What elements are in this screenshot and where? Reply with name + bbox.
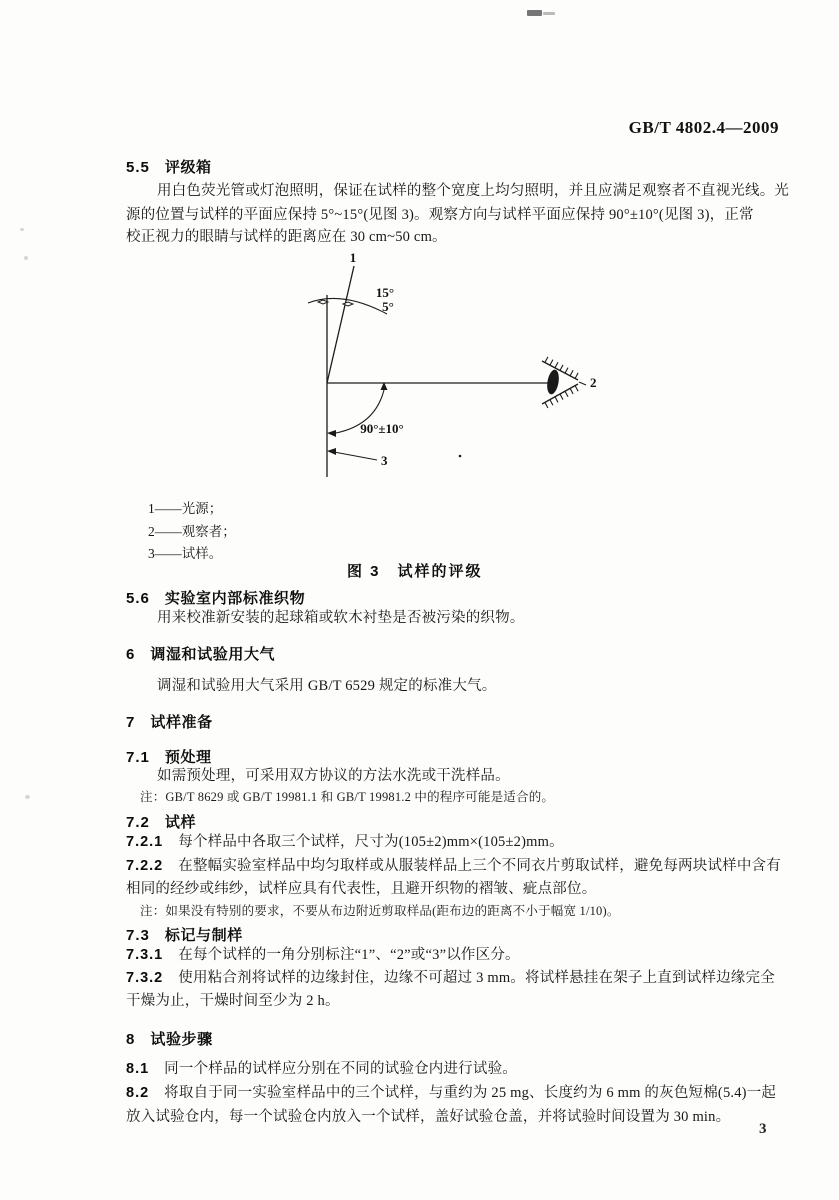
para-5-5-line-3: 校正视力的眼睛与试样的距离应在 30 cm~50 cm。 <box>126 229 447 245</box>
heading-number: 8 <box>126 1031 136 1048</box>
clause-number: 7.2.2 <box>126 858 164 874</box>
heading-8 <box>126 1028 213 1049</box>
heading-title: 试验步骤 <box>150 1031 213 1048</box>
clause-text: 使用粘合剂将试样的边缘封住，边缘不可超过 3 mm。将试样悬挂在架子上直到试样边缘完全 <box>178 970 775 986</box>
clause-8-1 <box>126 1061 517 1078</box>
heading-title: 标记与制样 <box>164 927 243 944</box>
arc-arrowhead-left <box>327 430 336 437</box>
clause-8-2-line-2: 放入试验仓内，每一个试验仓内放入一个试样，盖好试验仓盖，并将试验时间设置为 30 min。 <box>126 1109 731 1125</box>
scan-speck <box>25 795 30 799</box>
figure-3-diagram <box>276 250 620 492</box>
note-7-2-2: 注：如果没有特别的要求，不要从布边附近剪取样品(距布边的距离不小于幅宽 1/10)。 <box>140 904 620 918</box>
heading-5-5 <box>126 156 212 177</box>
scan-smudge <box>543 12 555 15</box>
heading-number: 7 <box>126 714 136 731</box>
heading-number: 5.5 <box>126 159 150 176</box>
clause-number: 8.1 <box>126 1061 150 1077</box>
clause-7-3-2-line-2: 干燥为止，干燥时间至少为 2 h。 <box>126 993 340 1009</box>
angle-90-label: 90°±10° <box>360 421 404 436</box>
figure-label-1: 1 <box>349 250 357 265</box>
figure-legend-3: 3——试样。 <box>148 546 223 561</box>
clause-text: 同一个样品的试样应分别在不同的试验仓内进行试验。 <box>164 1061 517 1077</box>
heading-number: 5.6 <box>126 590 150 607</box>
heading-6 <box>126 643 275 664</box>
figure-label-2: 2 <box>590 375 597 390</box>
heading-title: 试样 <box>164 814 197 831</box>
para-5-5-line-1: 用白色荧光管或灯泡照明，保证在试样的整个宽度上均匀照明，并且应满足观察者不直视光线。光 <box>157 183 790 199</box>
scan-speck <box>24 256 28 260</box>
heading-title: 预处理 <box>164 749 212 766</box>
leader-arrowhead <box>327 448 336 455</box>
standard-code: GB/T 4802.4—2009 <box>628 118 779 137</box>
clause-number: 7.2.1 <box>126 834 164 850</box>
clause-number: 8.2 <box>126 1085 150 1101</box>
scan-smudge <box>527 10 542 16</box>
scan-speck <box>20 228 24 231</box>
eye-icon <box>542 357 586 408</box>
clause-text: 每个样品中各取三个试样，尺寸为(105±2)mm×(105±2)mm。 <box>178 834 564 850</box>
note-7-1: 注：GB/T 8629 或 GB/T 19981.1 和 GB/T 19981.2 中的程序可能是适合的。 <box>140 790 555 804</box>
heading-title: 实验室内部标准织物 <box>164 590 306 607</box>
para-5-5-line-2: 源的位置与试样的平面应保持 5°~15°(见图 3)。观察方向与试样平面应保持 90°±10°(见图 3)，正常 <box>126 207 754 223</box>
clause-number: 7.3.2 <box>126 970 164 986</box>
scan-dot <box>459 455 462 458</box>
heading-number: 7.3 <box>126 927 150 944</box>
figure-legend-1: 1——光源； <box>148 501 223 516</box>
para-7-1-line-1: 如需预处理，可采用双方协议的方法水洗或干洗样品。 <box>157 768 510 784</box>
clause-7-3-1 <box>126 947 520 964</box>
clause-8-2 <box>126 1085 776 1102</box>
heading-number: 7.2 <box>126 814 150 831</box>
clause-number: 7.3.1 <box>126 947 164 963</box>
clause-text: 在每个试样的一角分别标注“1”、“2”或“3”以作区分。 <box>178 947 520 963</box>
clause-7-3-2 <box>126 970 775 987</box>
heading-7 <box>126 711 213 732</box>
clause-7-2-2 <box>126 858 781 875</box>
eye-lens <box>545 369 560 396</box>
specimen-leader-line <box>334 452 377 460</box>
heading-7-2 <box>126 811 196 832</box>
para-5-6-line-1: 用来校准新安装的起球箱或软木衬垫是否被污染的织物。 <box>157 610 525 626</box>
heading-7-3 <box>126 924 243 945</box>
page-number: 3 <box>759 1121 767 1137</box>
angle-5-label: 5° <box>382 299 394 314</box>
clause-7-2-2-line-2: 相同的经纱或纬纱，试样应具有代表性，且避开织物的褶皱、疵点部位。 <box>126 881 597 897</box>
clause-text: 在整幅实验室样品中均匀取样或从服装样品上三个不同衣片剪取试样，避免每两块试样中含有 <box>178 858 781 874</box>
heading-number: 6 <box>126 646 136 663</box>
heading-5-6 <box>126 587 305 608</box>
light-source-line <box>327 266 354 383</box>
clause-7-2-1 <box>126 834 564 851</box>
angle-15-label: 15° <box>375 285 395 300</box>
heading-title: 试样准备 <box>150 714 213 731</box>
heading-7-1 <box>126 746 212 767</box>
figure-legend-2: 2——观察者； <box>148 524 236 539</box>
heading-title: 调湿和试验用大气 <box>150 646 276 663</box>
heading-title: 评级箱 <box>164 159 212 176</box>
figure-label-3: 3 <box>381 453 388 468</box>
clause-text: 将取自于同一实验室样品中的三个试样，与重约为 25 mg、长度约为 6 mm 的灰色短棉(5.4)一起 <box>164 1085 777 1101</box>
eye-label-tick <box>579 382 586 385</box>
heading-number: 7.1 <box>126 749 150 766</box>
para-6-line-1: 调湿和试验用大气采用 GB/T 6529 规定的标准大气。 <box>157 678 497 694</box>
figure-caption: 图 3 试样的评级 <box>347 563 483 580</box>
